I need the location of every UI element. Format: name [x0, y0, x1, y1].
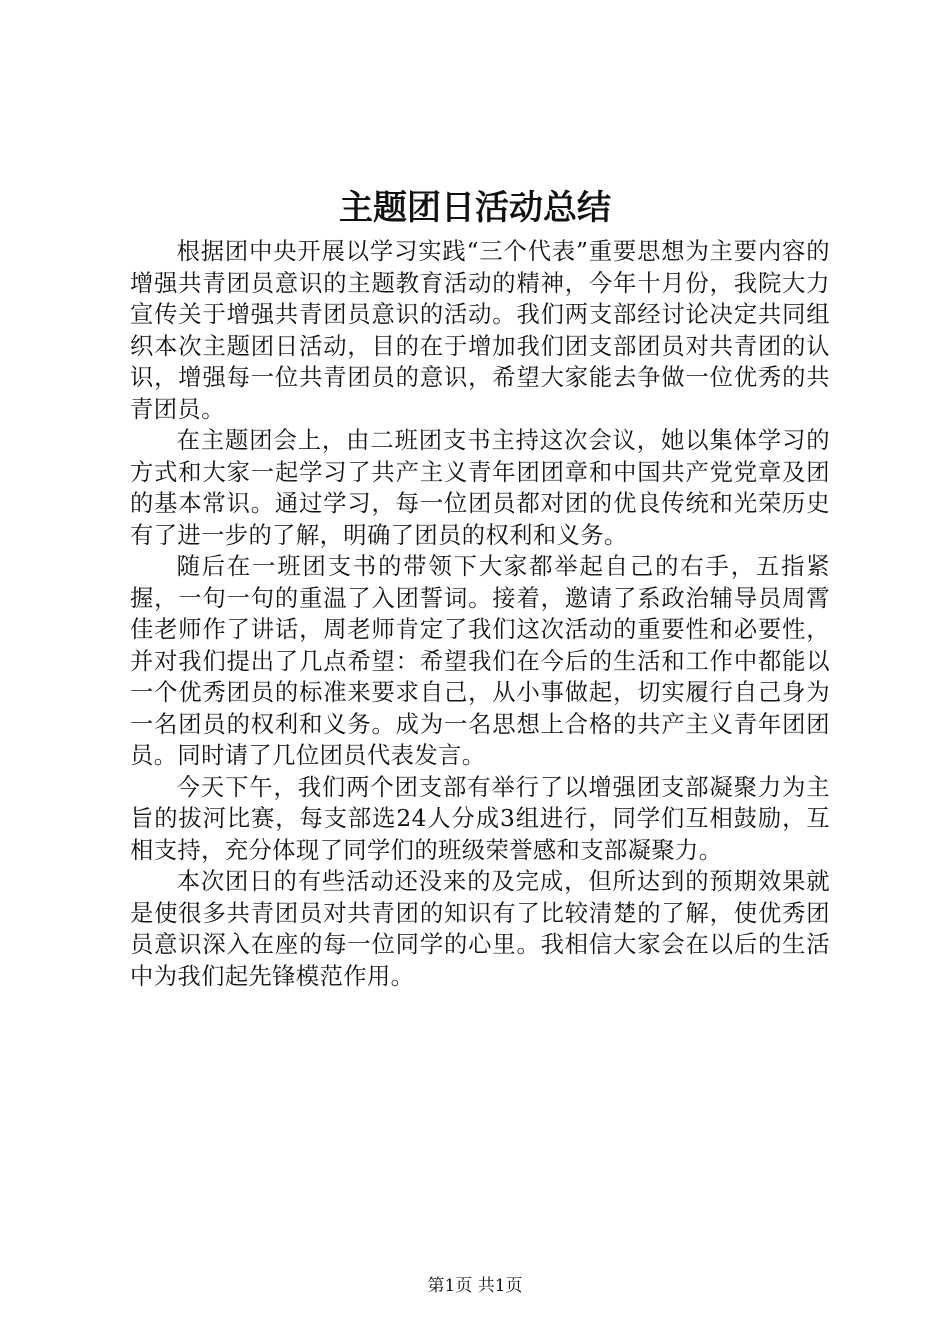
document-body — [130, 236, 830, 992]
paragraph-3: 随后在一班团支书的带领下大家都举起自己的右手，五指紧握，一句一句的重温了入团誓词。接着，邀请了系政治辅导员周霄佳老师作了讲话，周老师肯定了我们这次活动的重要性和必要性，并对我们提出了几点希望：希望我们在今后的生活和工作中都能以一个优秀团员的标准来要求自己，从小事做起，切实履行自己身为一名团员的权利和义务。成为一名思想上合格的共产主义青年团团员。同时请了几位团员代表发言。 — [130, 553, 830, 769]
paragraph-4: 今天下午，我们两个团支部有举行了以增强团支部凝聚力为主旨的拔河比赛，每支部选24人分成3组进行，同学们互相鼓励，互相支持，充分体现了同学们的班级荣誉感和支部凝聚力。 — [130, 773, 830, 864]
paragraph-1: 根据团中央开展以学习实践“三个代表”重要思想为主要内容的增强共青团员意识的主题教育活动的精神，今年十月份，我院大力宣传关于增强共青团员意识的活动。我们两支部经讨论决定共同组织本次主题团日活动，目的在于增加我们团支部团员对共青团的认识，增强每一位共青团员的意识，希望大家能去争做一位优秀的共青团员。 — [130, 238, 830, 423]
page-footer: 第1页 共1页 — [427, 1276, 523, 1296]
paragraph-2: 在主题团会上，由二班团支书主持这次会议，她以集体学习的方式和大家一起学习了共产主义青年团团章和中国共产党党章及团的基本常识。通过学习，每一位团员都对团的优良传统和光荣历史有了进一步的了解，明确了团员的权利和义务。 — [130, 427, 830, 549]
paragraph-5: 本次团日的有些活动还没来的及完成，但所达到的预期效果就是使很多共青团员对共青团的知识有了比较清楚的了解，使优秀团员意识深入在座的每一位同学的心里。我相信大家会在以后的生活中为我们起先锋模范作用。 — [130, 868, 830, 990]
document-title: 主题团日活动总结 — [339, 188, 611, 228]
